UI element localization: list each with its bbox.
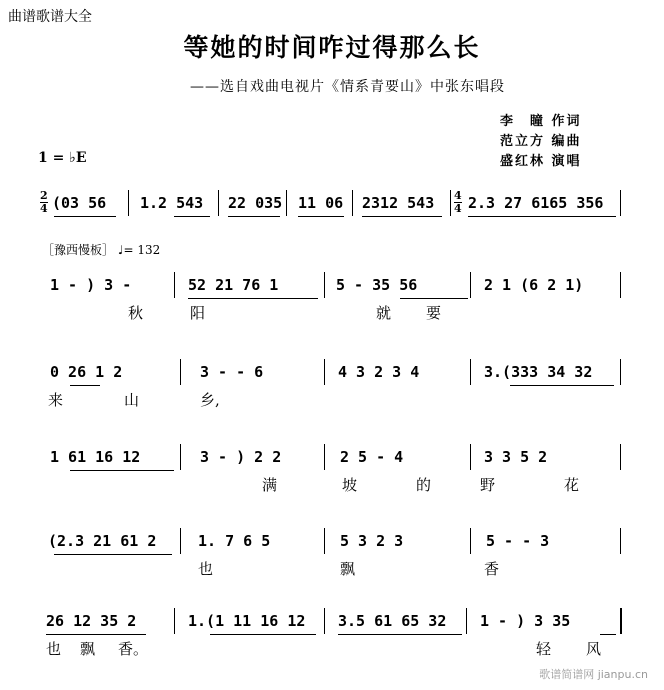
measure: 5 3 2 3 (340, 532, 404, 550)
page-title: 等她的时间咋过得那么长 (183, 33, 481, 62)
measure: 4 3 2 3 4 (338, 363, 420, 381)
measure: 2.3 27 6165 356 (468, 194, 604, 212)
measure: 1 - ) 3 - (50, 276, 132, 294)
watermark: 歌谱简谱网 jianpu.cn (539, 668, 648, 681)
lyric: 花 (564, 476, 580, 494)
measure: 5 - - 3 (486, 532, 550, 550)
measure: 3 3 5 2 (484, 448, 548, 466)
measure: 2312 543 (362, 194, 435, 212)
lyric: 乡, (200, 391, 220, 409)
page-subtitle: ——选自戏曲电视片《情系青要山》中张东唱段 (190, 79, 505, 95)
measure: 1. 7 6 5 (198, 532, 271, 550)
lyric: 来 (48, 391, 64, 409)
lyric: 飘 (80, 640, 96, 658)
measure: 26 12 35 2 (46, 612, 137, 630)
measure: 52 21 76 1 (188, 276, 279, 294)
site-label: 曲谱歌谱大全 (8, 9, 92, 25)
measure: 11 06 (298, 194, 344, 212)
time-signature-2-4: 2 4 (40, 189, 48, 215)
lyric: 风 (586, 640, 602, 658)
lyric: 要 (426, 304, 442, 322)
score-row-5 (40, 524, 622, 558)
lyric: 飘 (340, 560, 356, 578)
lyric: 阳 (190, 304, 206, 322)
score-row-1 (40, 186, 622, 220)
score-row-2 (40, 268, 622, 302)
measure: 1 - ) 3 35 (480, 612, 571, 630)
lyric: 野 (480, 476, 496, 494)
score-row-4 (40, 440, 622, 474)
measure: 1 61 16 12 (50, 448, 141, 466)
score-row-6 (40, 604, 622, 638)
key-signature: 1 = ♭E (38, 150, 87, 166)
lyric: 也 (198, 560, 214, 578)
measure: (2.3 21 61 2 (48, 532, 157, 550)
measure: 1.2 543 (140, 194, 204, 212)
lyric: 坡 (342, 476, 358, 494)
lyric: 香 (484, 560, 500, 578)
measure: 0 26 1 2 (50, 363, 123, 381)
measure: 2 5 - 4 (340, 448, 404, 466)
measure: 3.(333 34 32 (484, 363, 593, 381)
lyric: 山 (124, 391, 140, 409)
credit-arranger: 范立方 编曲 (500, 134, 582, 149)
lyric: 也 (46, 640, 62, 658)
measure: 3 - ) 2 2 (200, 448, 282, 466)
lyric: 轻 (536, 640, 552, 658)
credit-lyricist: 李 瞳 作词 (500, 114, 582, 129)
measure: 5 - 35 56 (336, 276, 418, 294)
lyric: 香。 (118, 640, 149, 658)
measure: 22 035 (228, 194, 283, 212)
lyric: 满 (262, 476, 278, 494)
score-row-3 (40, 355, 622, 389)
lyric: 秋 (128, 304, 144, 322)
tempo-marking: ［豫西慢板］ ♩= 132 (42, 243, 161, 257)
measure: 2 1 (6 2 1) (484, 276, 584, 294)
measure: (03 56 (52, 194, 107, 212)
measure: 1.(1 11 16 12 (188, 612, 306, 630)
credit-singer: 盛红林 演唱 (500, 154, 582, 169)
time-signature-4-4: 4 4 (454, 189, 462, 215)
lyric: 就 (376, 304, 392, 322)
measure: 3.5 61 65 32 (338, 612, 447, 630)
measure: 3 - - 6 (200, 363, 264, 381)
lyric: 的 (416, 476, 432, 494)
